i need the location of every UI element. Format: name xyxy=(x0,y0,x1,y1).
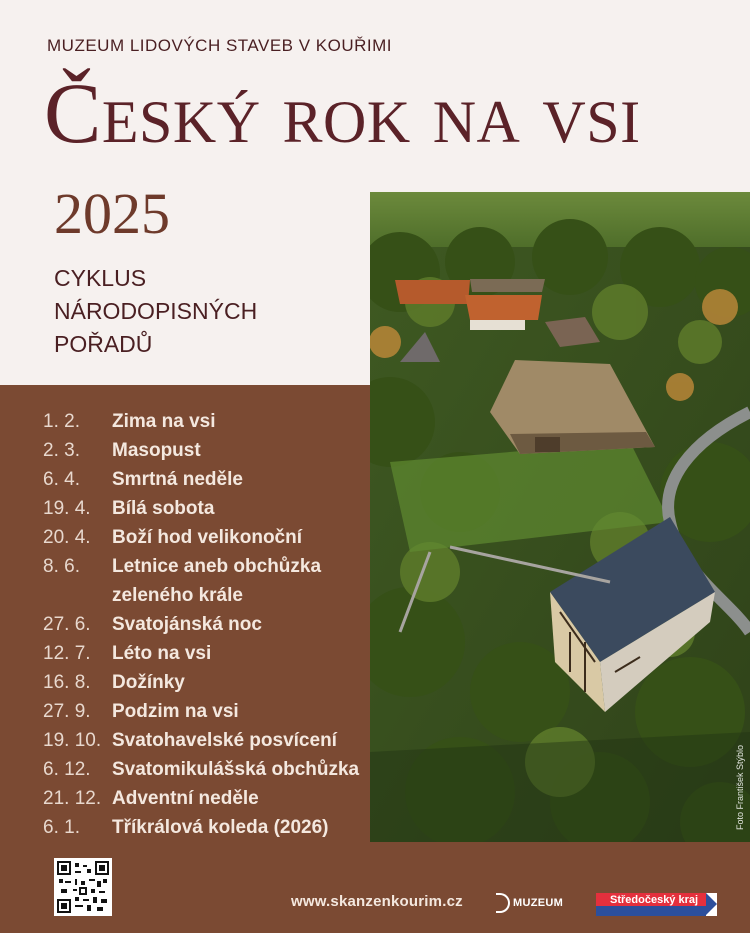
list-item xyxy=(43,523,363,552)
event-date: 2. 3. xyxy=(43,440,80,461)
page-title xyxy=(44,65,641,161)
event-name: Tříkrálová koleda (2026) xyxy=(112,817,329,838)
list-item xyxy=(43,755,363,784)
list-item xyxy=(43,726,363,755)
event-name: zeleného krále xyxy=(112,585,243,606)
list-item xyxy=(43,407,363,436)
list-item xyxy=(43,610,363,639)
cycle-line: CYKLUS xyxy=(54,265,147,291)
list-item xyxy=(43,639,363,668)
qr-code-icon xyxy=(57,861,109,913)
event-name: Boží hod velikonoční xyxy=(112,527,303,548)
region-logo xyxy=(596,893,717,916)
event-name: Smrtná neděle xyxy=(112,469,243,490)
event-list xyxy=(43,407,363,842)
list-item xyxy=(43,494,363,523)
list-item xyxy=(43,581,363,610)
museum-logo xyxy=(496,891,563,915)
event-name: Dožínky xyxy=(112,672,185,693)
event-date: 12. 7. xyxy=(43,643,91,664)
museum-logo-mark xyxy=(496,893,510,913)
event-date: 6. 1. xyxy=(43,817,80,838)
event-date: 27. 6. xyxy=(43,614,91,635)
cycle-line: POŘADŮ xyxy=(54,331,153,357)
region-logo-text: Středočeský kraj xyxy=(610,894,699,906)
museum-logo-text: MUZEUM xyxy=(513,897,564,909)
list-item xyxy=(43,465,363,494)
list-item xyxy=(43,784,363,813)
event-name: Zima na vsi xyxy=(112,411,216,432)
event-name: Léto na vsi xyxy=(112,643,212,664)
village-aerial-photo xyxy=(370,192,750,842)
event-name: Podzim na vsi xyxy=(112,701,239,722)
list-item xyxy=(43,436,363,465)
year-label: 2025 xyxy=(54,181,170,246)
photo-illustration xyxy=(370,192,750,842)
event-name: Svatojánská noc xyxy=(112,614,262,635)
cycle-label xyxy=(54,262,257,361)
cycle-line: NÁRODOPISNÝCH xyxy=(54,298,258,324)
event-date: 27. 9. xyxy=(43,701,91,722)
list-item xyxy=(43,697,363,726)
event-name: Adventní neděle xyxy=(112,788,259,809)
event-date: 19. 10. xyxy=(43,730,102,751)
website-link[interactable]: www.skanzenkourim.cz xyxy=(291,893,463,910)
event-date: 8. 6. xyxy=(43,556,80,577)
event-date: 6. 12. xyxy=(43,759,91,780)
photo-credit: Foto František Stýblo xyxy=(735,744,745,830)
event-date: 16. 8. xyxy=(43,672,91,693)
event-date: 6. 4. xyxy=(43,469,80,490)
title-text: Český rok na vsi xyxy=(44,65,641,161)
event-name: Letnice aneb obchůzka xyxy=(112,556,322,577)
event-date: 21. 12. xyxy=(43,788,102,809)
event-date: 20. 4. xyxy=(43,527,91,548)
event-date: 19. 4. xyxy=(43,498,91,519)
list-item xyxy=(43,813,363,842)
event-date xyxy=(43,581,112,610)
qr-code[interactable] xyxy=(54,858,112,916)
event-name: Svatohavelské posvícení xyxy=(112,730,337,751)
list-item xyxy=(43,552,363,581)
event-date: 1. 2. xyxy=(43,411,80,432)
list-item xyxy=(43,668,363,697)
event-name: Masopust xyxy=(112,440,201,461)
event-name: Svatomikulášská obchůzka xyxy=(112,759,360,780)
museum-subtitle: MUZEUM LIDOVÝCH STAVEB V KOUŘIMI xyxy=(47,36,393,55)
event-name: Bílá sobota xyxy=(112,498,215,519)
